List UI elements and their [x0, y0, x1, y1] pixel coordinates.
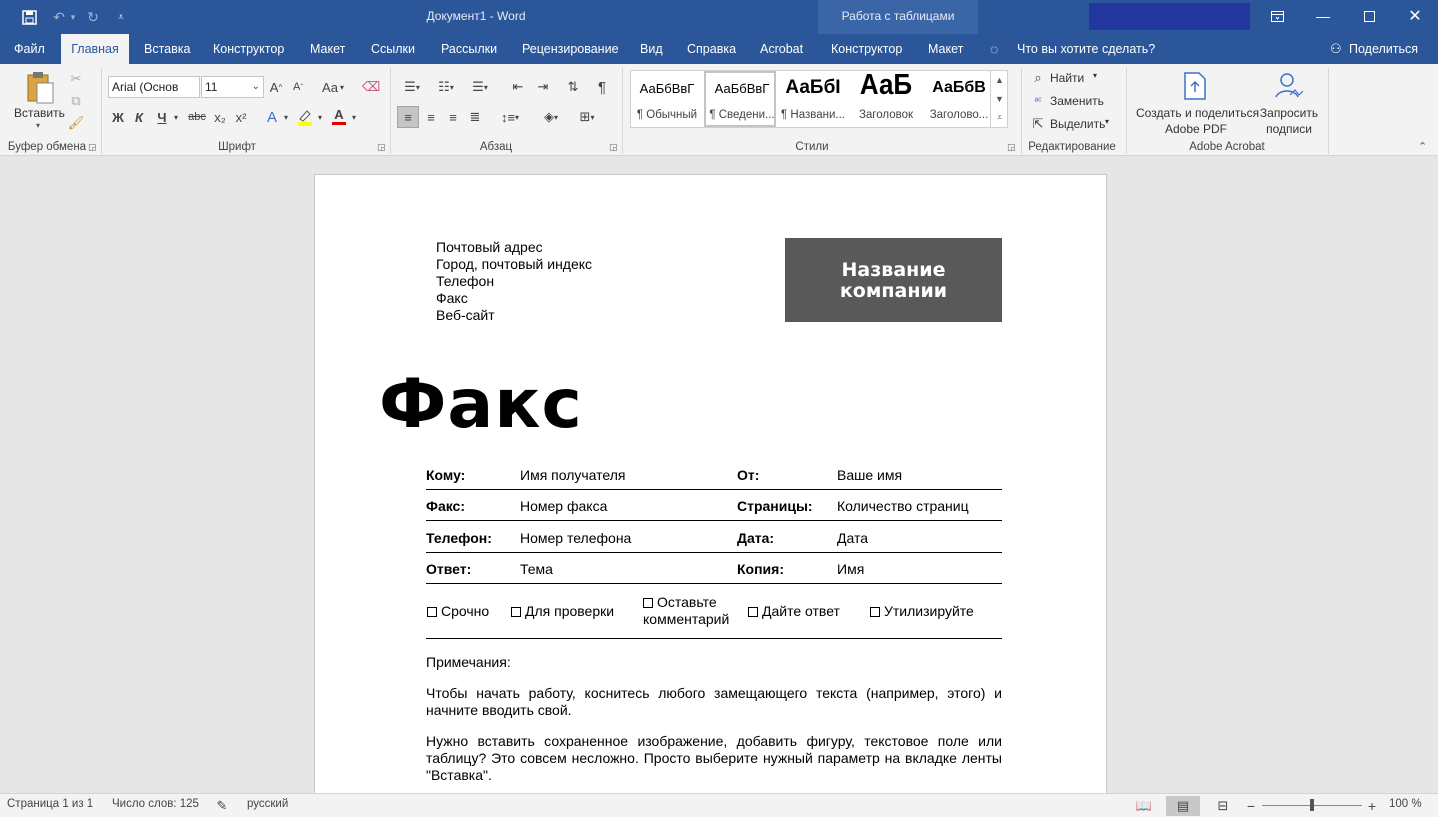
format-painter-icon[interactable]: 🖌 — [67, 115, 85, 130]
strikethrough-icon[interactable]: abc — [188, 111, 206, 123]
field-label: От: — [737, 467, 760, 483]
checkbox-comment[interactable]: Оставьте комментарий — [643, 594, 730, 627]
notes-label[interactable]: Примечания: — [426, 654, 511, 670]
clear-formatting-icon[interactable]: ⌫ — [361, 79, 381, 94]
tab-design[interactable]: Конструктор — [213, 42, 285, 56]
align-center-icon[interactable]: ≡ — [427, 109, 435, 125]
person-icon: ⚇ — [1330, 41, 1342, 56]
tab-file[interactable]: Файл — [14, 42, 45, 56]
effects-dropdown-icon[interactable]: ▾ — [283, 112, 288, 122]
styles-launcher-icon[interactable]: ◲ — [1007, 142, 1016, 152]
zoom-level[interactable]: 100 % — [1389, 798, 1422, 810]
ribbon-tabs — [0, 34, 1438, 64]
field-value[interactable]: Ваше имя — [837, 467, 903, 483]
gallery-more-icon[interactable]: ⩡ — [990, 108, 1008, 127]
copy-icon[interactable]: ⧉ — [71, 93, 81, 108]
language[interactable]: русский — [247, 798, 289, 810]
style-normal[interactable]: АаБбВвГ ¶ Обычный — [636, 81, 698, 121]
editing-group-label: Редактирование — [1028, 141, 1116, 153]
tab-acrobat[interactable]: Acrobat — [760, 42, 804, 56]
document-page[interactable] — [314, 174, 1107, 793]
tab-table-layout[interactable]: Макет — [928, 42, 964, 56]
field-label: Факс: — [426, 498, 466, 514]
tab-review[interactable]: Рецензирование — [522, 42, 619, 56]
request-signature-line1[interactable]: Запросить — [1259, 106, 1319, 120]
checkbox-icon — [643, 598, 653, 608]
text-effects-icon[interactable]: A — [266, 108, 277, 126]
styles-group-label: Стили — [795, 141, 829, 153]
multilevel-list-icon[interactable]: ☰ ▾ — [472, 79, 488, 94]
gallery-down-icon[interactable]: ▼ — [990, 89, 1008, 108]
cut-icon[interactable]: ✂ — [70, 71, 82, 86]
field-value[interactable]: Дата — [837, 530, 869, 546]
ribbon-home — [0, 64, 1438, 156]
tab-home[interactable]: Главная — [61, 34, 129, 64]
select-button[interactable]: Выделить — [1050, 117, 1106, 131]
field-value[interactable]: Номер телефона — [520, 530, 632, 546]
table-row — [426, 522, 1002, 553]
maximize-icon[interactable] — [1346, 0, 1392, 32]
borders-icon[interactable]: ⊞ ▾ — [579, 109, 595, 124]
checkbox-urgent[interactable]: Срочно — [427, 603, 489, 620]
checkbox-icon — [748, 607, 758, 617]
find-dropdown-icon[interactable]: ▾ — [1093, 71, 1098, 80]
chevron-down-icon[interactable]: ▾ — [70, 11, 76, 22]
styles-gallery — [630, 67, 1008, 128]
field-value[interactable]: Имя получателя — [520, 467, 626, 483]
page-count[interactable]: Страница 1 из 1 — [7, 798, 94, 810]
checkbox-icon — [511, 607, 521, 617]
read-mode-icon[interactable]: 📖 — [1135, 798, 1153, 813]
tab-layout[interactable]: Макет — [310, 42, 346, 56]
font-size-value: 11 — [205, 80, 218, 94]
line-spacing-icon[interactable]: ↕≡ ▾ — [500, 109, 520, 125]
tab-references[interactable]: Ссылки — [371, 42, 416, 56]
select-icon: ⇱ — [1032, 116, 1044, 131]
create-pdf-line1[interactable]: Создать и поделиться — [1136, 106, 1260, 120]
paste-icon[interactable] — [22, 70, 58, 106]
clipboard-launcher-icon[interactable]: ◲ — [88, 142, 97, 152]
table-row — [426, 490, 1002, 521]
status-bar — [0, 793, 1438, 817]
italic-icon[interactable]: К — [135, 109, 143, 125]
group-separator — [1328, 68, 1329, 154]
bold-icon[interactable]: Ж — [112, 109, 124, 125]
style-info[interactable]: АаБбВвГ ¶ Сведени... — [704, 71, 776, 127]
shrink-font-icon[interactable]: A ˇ — [292, 81, 303, 93]
underline-dropdown-icon[interactable]: ▾ — [173, 112, 178, 122]
account-area[interactable] — [1089, 3, 1250, 30]
style-heading[interactable]: АаБ Заголовок — [858, 67, 914, 121]
find-icon: ⌕ — [1034, 70, 1042, 85]
proofing-icon[interactable]: ✎ — [216, 798, 228, 813]
font-group-label: Шрифт — [218, 141, 256, 153]
style-heading-2[interactable]: АаБбВ Заголово... — [929, 79, 989, 121]
acrobat-group-label: Adobe Acrobat — [1189, 141, 1265, 153]
checkbox-row — [426, 593, 1002, 639]
chevron-down-icon: ⌄ — [251, 81, 260, 92]
field-value[interactable]: Номер факса — [520, 498, 608, 514]
undo-icon[interactable]: ↶ — [53, 8, 65, 25]
create-pdf-icon[interactable] — [1180, 70, 1210, 102]
font-launcher-icon[interactable]: ◲ — [377, 142, 386, 152]
field-label: Копия: — [737, 561, 784, 577]
document-heading[interactable]: Факс — [379, 365, 583, 444]
address-line: Факс — [436, 290, 468, 306]
redo-icon[interactable]: ↻ — [87, 8, 99, 25]
show-marks-icon[interactable]: ¶ — [597, 78, 607, 96]
tab-help[interactable]: Справка — [687, 42, 737, 56]
paragraph-group-label: Абзац — [479, 141, 513, 153]
align-left-icon[interactable]: ≡ — [397, 106, 419, 128]
ribbon-display-options-icon[interactable] — [1254, 0, 1300, 32]
grow-font-icon[interactable]: A ^ — [269, 79, 283, 95]
field-label: Кому: — [426, 467, 466, 483]
zoom-out-icon[interactable]: − — [1246, 798, 1256, 814]
checkbox-icon — [427, 607, 437, 617]
document-workspace — [0, 157, 1438, 793]
company-name-line1: Название — [841, 259, 946, 281]
table-row — [426, 553, 1002, 584]
sender-address[interactable] — [436, 239, 592, 324]
request-signature-line2[interactable]: подписи — [1266, 122, 1312, 136]
sort-icon[interactable]: ⇅ — [567, 79, 579, 94]
company-name-line2: компании — [839, 280, 948, 302]
paste-button[interactable]: Вставить — [14, 106, 65, 120]
address-line: Телефон — [436, 273, 495, 289]
style-title[interactable]: АаБбI ¶ Названи... — [781, 77, 845, 121]
share-button[interactable]: Поделиться — [1349, 42, 1419, 56]
paste-dropdown-icon[interactable]: ▾ — [36, 121, 41, 130]
justify-icon[interactable]: ≣ — [469, 109, 481, 124]
request-signature-icon[interactable] — [1272, 70, 1306, 102]
web-layout-icon[interactable]: ⊟ — [1217, 798, 1229, 813]
field-label: Страницы: — [737, 498, 813, 514]
field-value[interactable]: Тема — [520, 561, 553, 577]
select-dropdown-icon[interactable]: ▾ — [1105, 117, 1110, 126]
decrease-indent-icon[interactable]: ⇤ — [512, 79, 524, 94]
title-bar — [0, 0, 1438, 34]
tab-table-design[interactable]: Конструктор — [831, 42, 903, 56]
bullets-icon[interactable]: ☰ ▾ — [404, 79, 420, 94]
field-label: Дата: — [737, 530, 775, 546]
zoom-slider-thumb[interactable] — [1310, 799, 1314, 811]
zoom-in-icon[interactable]: + — [1367, 798, 1377, 814]
font-name-value: Arial (Основ — [112, 80, 179, 94]
tab-mailings[interactable]: Рассылки — [441, 42, 498, 56]
underline-icon[interactable]: Ч — [157, 109, 167, 125]
font-name-combo[interactable] — [108, 76, 200, 98]
address-line: Город, почтовый индекс — [436, 256, 593, 272]
font-color-icon[interactable]: A — [330, 105, 348, 127]
checkbox-review[interactable]: Для проверки — [511, 603, 614, 620]
replace-icon: ᵃᶜ — [1034, 95, 1042, 107]
company-name-block[interactable] — [785, 238, 1002, 322]
change-case-icon[interactable]: Aa ▾ — [322, 79, 344, 95]
address-line: Почтовый адрес — [436, 239, 543, 255]
table-row — [426, 459, 1002, 490]
create-pdf-line2[interactable]: Adobe PDF — [1164, 122, 1228, 136]
checkbox-icon — [870, 607, 880, 617]
gallery-up-icon[interactable]: ▲ — [990, 70, 1008, 89]
address-line: Веб-сайт — [436, 307, 495, 323]
replace-button[interactable]: Заменить — [1050, 94, 1104, 108]
word-count[interactable]: Число слов: 125 — [112, 798, 199, 810]
field-label: Ответ: — [426, 561, 472, 577]
font-color-dropdown-icon[interactable]: ▾ — [351, 112, 356, 122]
field-value[interactable]: Имя — [837, 561, 865, 577]
collapse-ribbon-icon[interactable]: ⌃ — [1418, 141, 1428, 153]
superscript-icon[interactable]: x² — [235, 109, 247, 125]
tell-me-search[interactable]: Что вы хотите сделать? — [1017, 42, 1156, 56]
checkbox-reply[interactable]: Дайте ответ — [748, 603, 840, 620]
minimize-icon[interactable]: — — [1316, 8, 1330, 24]
subscript-icon[interactable]: x₂ — [214, 109, 226, 125]
table-tools-label: Работа с таблицами — [841, 9, 955, 23]
align-right-icon[interactable]: ≡ — [449, 109, 457, 125]
field-label: Телефон: — [426, 530, 492, 546]
numbering-icon[interactable]: ☷ ▾ — [438, 79, 454, 94]
tab-insert[interactable]: Вставка — [144, 42, 191, 56]
lightbulb-icon: ◌ — [990, 41, 999, 57]
tab-view[interactable]: Вид — [640, 42, 663, 56]
close-icon[interactable]: ✕ — [1408, 8, 1422, 25]
body-paragraph[interactable]: Нужно вставить сохраненное изображение, добавить фигуру, текстовое поле или таблицу? Это совсем несложно. Просто выберите нужный параметр на вкладке ленты "Вставка". — [426, 733, 1002, 783]
checkbox-recycle[interactable]: Утилизируйте — [870, 603, 974, 620]
clipboard-group-label: Буфер обмена — [7, 141, 87, 153]
print-layout-icon[interactable]: ▤ — [1166, 796, 1200, 816]
body-paragraph[interactable]: Чтобы начать работу, коснитесь любого замещающего текста (например, этого) и начните вводить свой. — [426, 685, 1002, 718]
find-button[interactable]: Найти — [1050, 71, 1085, 85]
field-value[interactable]: Количество страниц — [837, 498, 969, 514]
highlight-icon[interactable] — [295, 107, 315, 127]
document-title: Документ1 - Word — [426, 9, 526, 23]
font-size-combo[interactable] — [201, 76, 264, 98]
customize-qat-icon[interactable]: ⩡ — [118, 11, 124, 23]
highlight-dropdown-icon[interactable]: ▾ — [317, 112, 322, 122]
increase-indent-icon[interactable]: ⇥ — [537, 79, 549, 94]
shading-icon[interactable]: ◈ ▾ — [543, 109, 558, 124]
paragraph-launcher-icon[interactable]: ◲ — [609, 142, 618, 152]
